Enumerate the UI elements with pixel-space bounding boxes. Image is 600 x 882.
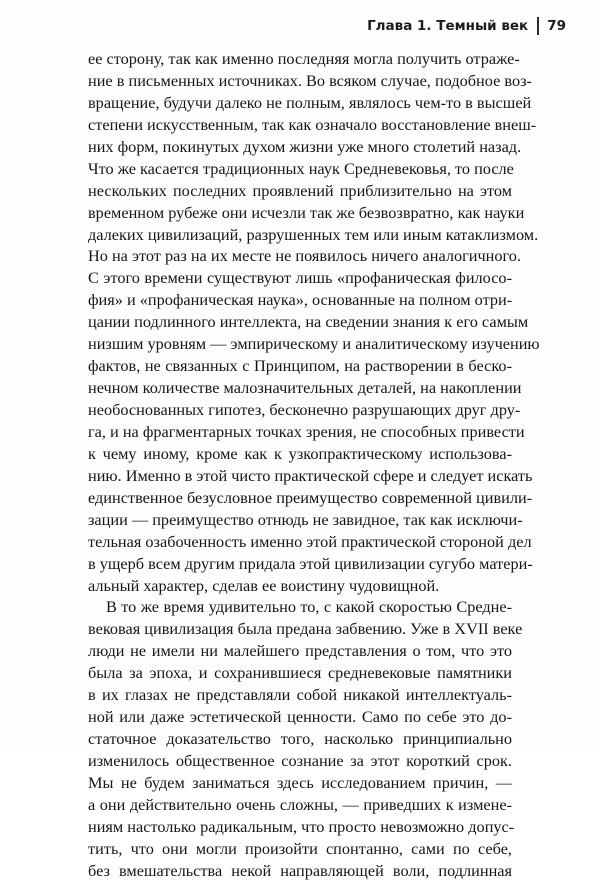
text-line: га, и на фрагментарных точках зрения, не способных привести xyxy=(88,421,525,441)
body-text xyxy=(88,48,540,882)
paragraph-2 xyxy=(88,596,523,881)
text-line: фактов, не связанных с Принципом, на растворении в беско- xyxy=(88,356,512,376)
text-line: в их глазах не представляли собой никакой интеллектуаль- xyxy=(88,685,512,705)
text-line: них форм, покинутых духом жизни уже много столетий назад. xyxy=(88,136,522,156)
text-line: Что же касается традиционных наук Средневековья, то после xyxy=(88,158,514,178)
text-line: Мы не будем заниматься здесь исследованием причин, — xyxy=(88,772,512,792)
text-line: ее сторону, так как именно последняя могла получить отраже- xyxy=(88,49,520,68)
text-line: была за эпоха, и сохранившиеся средневековые памятники xyxy=(88,663,512,683)
text-line: Но на этот раз на их месте не появилось ничего аналогичного. xyxy=(88,246,522,266)
text-line: в ущерб всем другим придала этой цивилизации сугубо матери- xyxy=(88,553,533,573)
text-line: тить, что они могли произойти спонтанно, сами по себе, xyxy=(88,838,512,858)
text-line: единственное безусловное преимущество современной цивили- xyxy=(88,487,533,507)
text-line: вращение, будучи далеко не полным, являлось чем-то в высшей xyxy=(88,92,532,112)
text-line: тельная озабоченность именно этой практической стороной дел xyxy=(88,531,532,551)
text-line: фия» и «профаническая наука», основанные на полном отри- xyxy=(88,290,513,310)
text-line: временном рубеже они исчезли так же безвозвратно, как науки xyxy=(88,202,525,222)
page-number: 79 xyxy=(547,18,566,34)
text-line: а они действительно очень сложны, — приведших к измене- xyxy=(88,794,512,814)
text-line: к чему иному, кроме как к узкопрактическому использова- xyxy=(88,443,512,463)
text-line: ниям настолько радикальным, что просто невозможно допус- xyxy=(88,816,515,836)
text-line: без вмешательства некой направляющей воли, подлинная xyxy=(88,860,512,880)
text-line: нескольких последних проявлений приблизительно на этом xyxy=(88,180,512,200)
text-line: цании подлинного интеллекта, на сведении знания к его самым xyxy=(88,312,529,332)
text-line: альный характер, сделав ее воистину чудовищной. xyxy=(88,575,440,595)
header-separator xyxy=(537,17,539,35)
text-line: зации — преимущество отнюдь не завидное, так как исключи- xyxy=(88,509,523,529)
text-line: необоснованных гипотез, бесконечно разрушающих друг дру- xyxy=(88,400,521,419)
text-line: вековая цивилизация была предана забвению. Уже в XVII веке xyxy=(88,619,523,639)
text-line: В то же время удивительно то, с какой скоростью Средне- xyxy=(106,597,512,617)
text-line: С этого времени существуют лишь «профаническая филосо- xyxy=(88,268,512,288)
text-line: далеких цивилизаций, разрушенных тем или иным катаклизмом. xyxy=(88,224,539,244)
text-line: люди не имели ни малейшего представления о том, что это xyxy=(88,641,512,661)
paragraph-1 xyxy=(88,48,540,596)
text-line: ной или даже эстетической ценности. Само по себе это до- xyxy=(88,707,512,727)
chapter-title: Глава 1. Темный век xyxy=(367,18,529,34)
text-line: ние в письменных источниках. Во всяком случае, подобное воз- xyxy=(88,70,532,90)
text-line: изменилось общественное сознание за этот короткий срок. xyxy=(88,751,512,770)
text-line: нечном количестве малозначительных деталей, на накоплении xyxy=(88,378,522,398)
running-head xyxy=(367,17,566,35)
text-line: низшим уровням — эмпирическому и аналитическому изучению xyxy=(88,334,540,354)
text-line: нию. Именно в этой чисто практической сфере и следует искать xyxy=(88,465,533,485)
text-line: статочное доказательство того, насколько принципиально xyxy=(88,729,512,749)
text-line: степени искусственным, так как означало восстановление внеш- xyxy=(88,114,537,134)
